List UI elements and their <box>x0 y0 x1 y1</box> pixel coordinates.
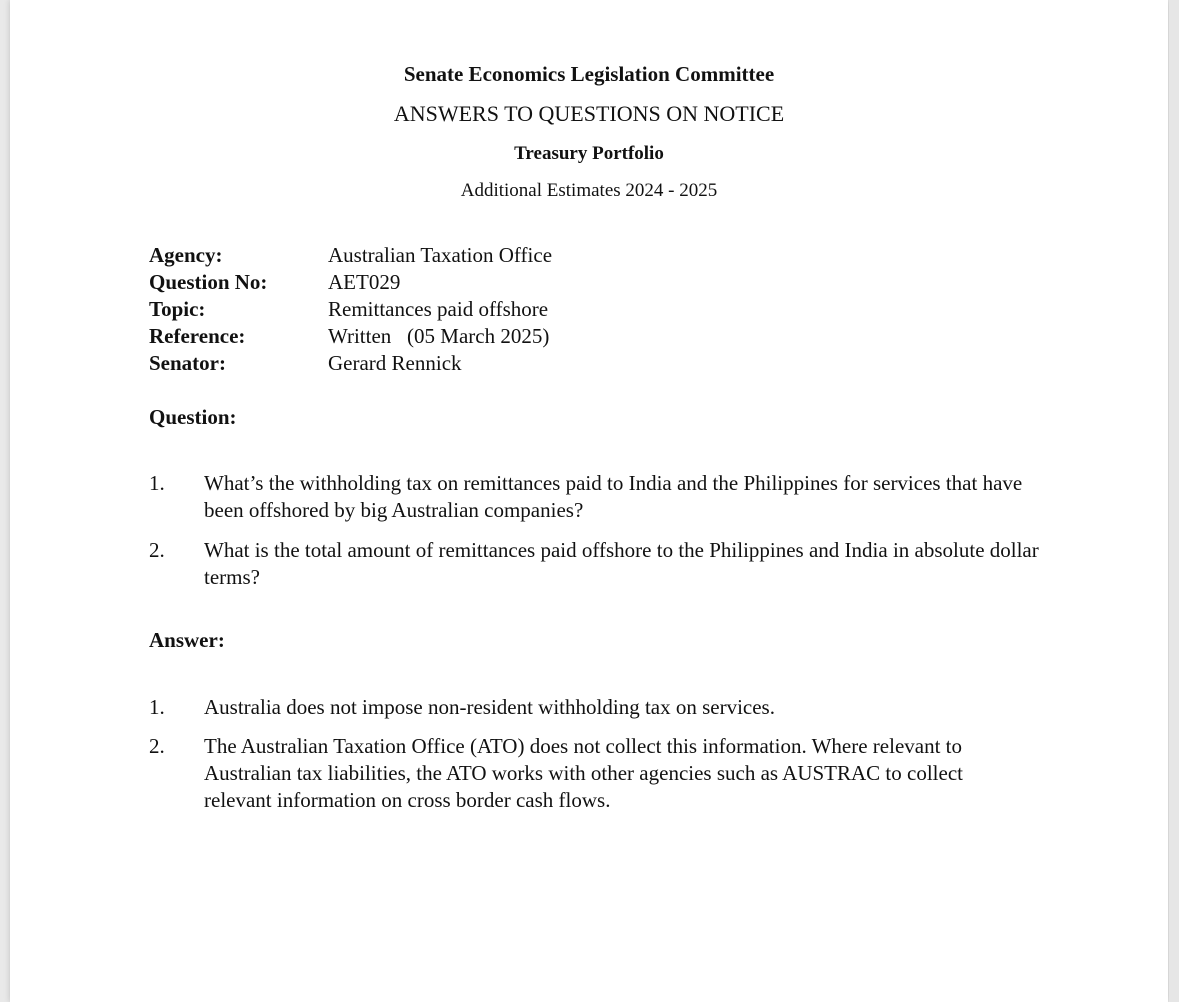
meta-value: Australian Taxation Office <box>328 243 553 267</box>
item-number: 2. <box>149 538 165 562</box>
meta-label: Question No: <box>149 270 268 294</box>
item-text: What’s the withholding tax on remittances paid to India and the Philippines for services that have been offshored by big Australian companies? <box>204 471 1023 522</box>
item-text: What is the total amount of remittances paid offshore to the Philippines and India in absolute dollar terms? <box>204 538 1039 589</box>
meta-label: Reference: <box>149 324 246 348</box>
viewer-edge <box>1169 0 1179 1002</box>
item-number: 1. <box>149 471 165 495</box>
portfolio-title: Treasury Portfolio <box>514 143 664 164</box>
document-page <box>10 0 1168 1002</box>
item-number: 1. <box>149 695 165 719</box>
estimates-period: Additional Estimates 2024 - 2025 <box>460 180 718 201</box>
item-text: The Australian Taxation Office (ATO) does not collect this information. Where relevant to Australian tax liabilities, the ATO works with other agencies such as AUSTRAC to collect relevant information on cross border cash flows. <box>204 734 963 812</box>
meta-label: Agency: <box>149 243 223 267</box>
meta-value: Remittances paid offshore <box>328 297 549 321</box>
meta-label: Topic: <box>149 297 206 321</box>
meta-value: Written (05 March 2025) <box>328 324 550 348</box>
meta-label: Senator: <box>149 351 226 375</box>
document-subtitle: ANSWERS TO QUESTIONS ON NOTICE <box>393 101 785 126</box>
item-number: 2. <box>149 734 165 758</box>
meta-value: AET029 <box>328 270 401 294</box>
question-heading: Question: <box>149 405 237 429</box>
item-text: Australia does not impose non-resident withholding tax on services. <box>204 695 775 719</box>
meta-value: Gerard Rennick <box>328 351 462 375</box>
committee-title: Senate Economics Legislation Committee <box>403 62 775 86</box>
answer-heading: Answer: <box>149 628 225 652</box>
